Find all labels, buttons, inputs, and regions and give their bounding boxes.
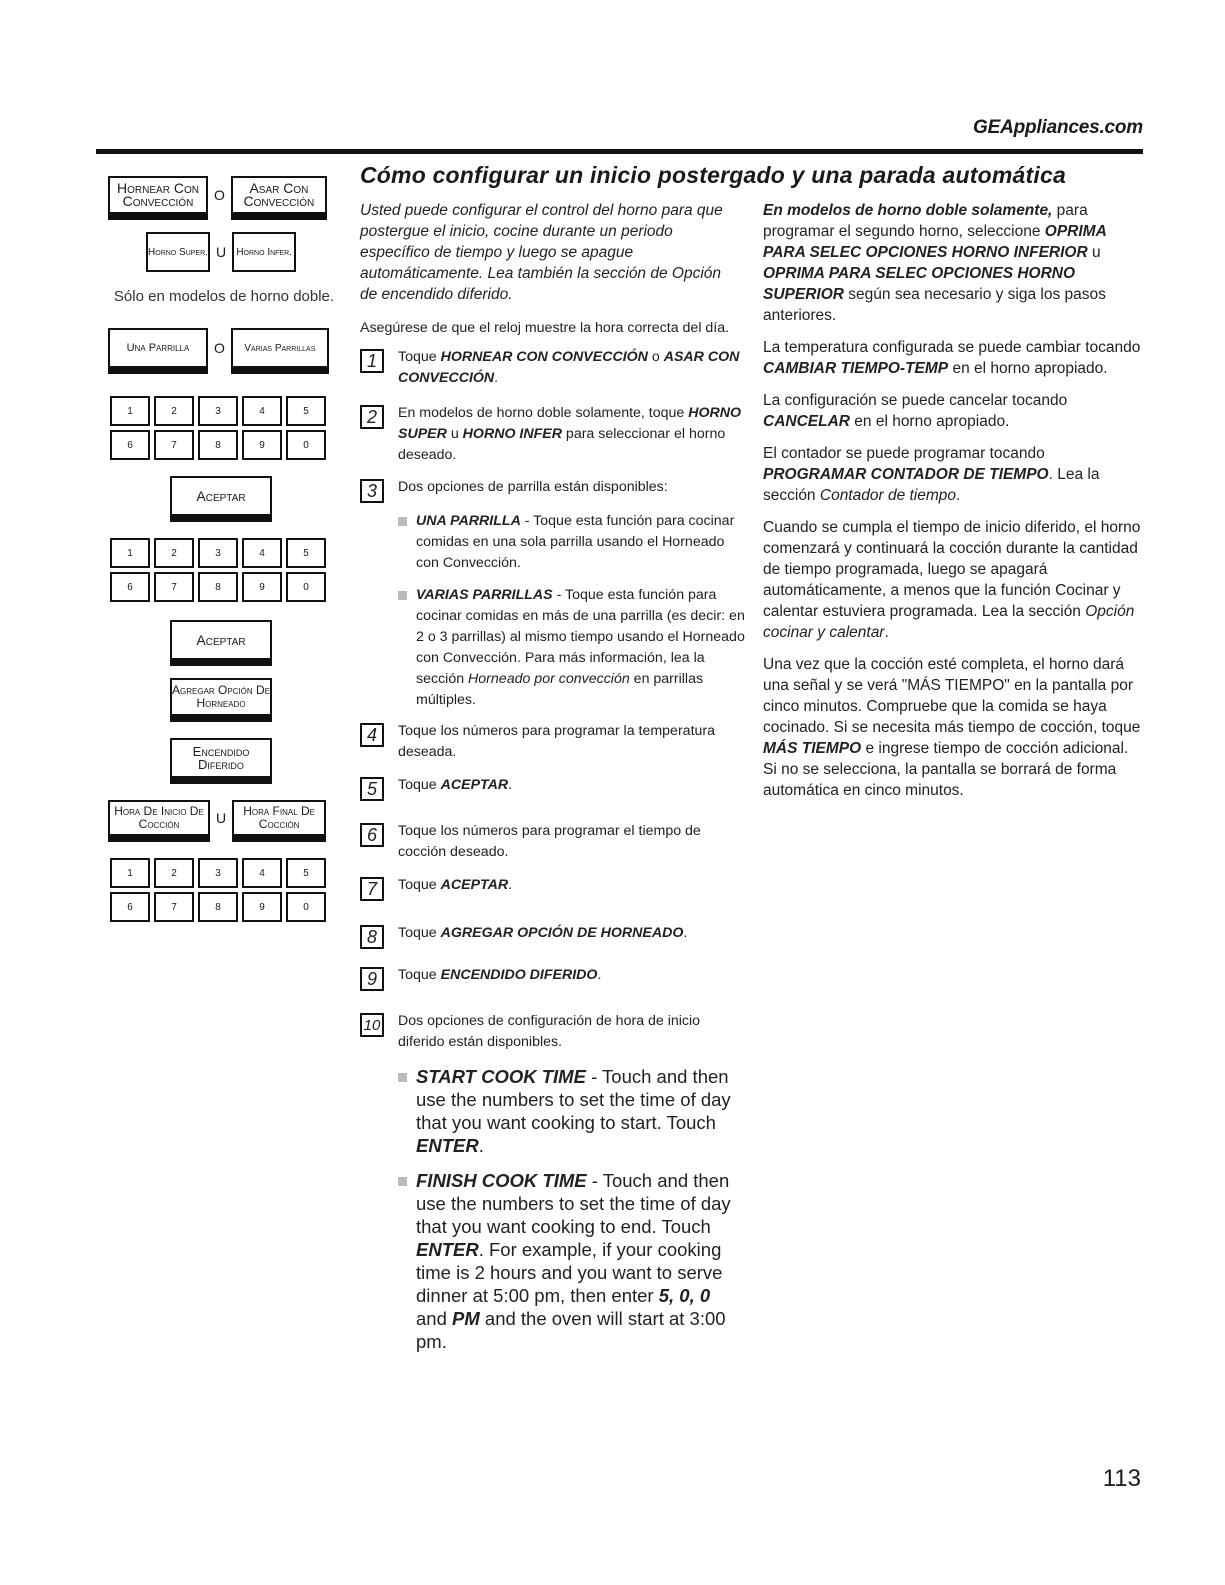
step-number: 7: [360, 877, 384, 901]
step-1: [360, 347, 750, 389]
digit-key: 0: [286, 892, 326, 922]
digit-key: 7: [154, 572, 194, 602]
step-text: Dos opciones de parrilla están disponibles:: [398, 479, 668, 495]
step-number: 9: [360, 967, 384, 991]
double-oven-paragraph: En modelos de horno doble solamente, para programar el segundo horno, seleccione OPRIMA PARA SELEC OPCIONES HORNO INFERIOR u OPRIMA PARA SELEC OPCIONES HORNO SUPERIOR según sea necesario y siga los pasos anteriores.: [763, 202, 1107, 324]
step-5: [360, 775, 750, 801]
digit-key: 5: [286, 538, 326, 568]
step-number: 8: [360, 925, 384, 949]
digit-key: 1: [110, 858, 150, 888]
page-number: 113: [1102, 1465, 1141, 1492]
convection-keys: [108, 176, 327, 214]
add-bake-option-key: Agregar Opción De Horneado: [170, 678, 272, 716]
bullet-finish-cook-time: FINISH COOK TIME - Touch and then use the numbers to set the time of day that you want cooking to end. Touch ENTER. For example, if your cooking time is 2 hours and you want to serve dinner at 5:00 pm, then enter 5, 0, 0 and PM and the oven will start at 3:00 pm.: [398, 1169, 746, 1353]
digit-key: 7: [154, 892, 194, 922]
oven-select-keys: [146, 232, 296, 272]
multi-rack-key: Varias Parrillas: [231, 328, 329, 368]
step-text: En modelos de horno doble solamente, toque HORNO SUPER u HORNO INFER para seleccionar el horno deseado.: [398, 405, 742, 463]
digit-key: 8: [198, 430, 238, 460]
bullet-multi-rack: VARIAS PARRILLAS - Toque esta función para cocinar comidas en más de una parrilla (es decir: en 2 o 3 parrillas) al mismo tiempo usando el Horneado con Convección. Para más información, lea la sección Horneado por convección en parrillas múltiples.: [398, 585, 746, 711]
header-rule: [96, 149, 1143, 154]
right-column: [763, 200, 1143, 812]
double-oven-note: Sólo en modelos de horno doble.: [113, 288, 335, 305]
lower-oven-key: Horno Infer.: [232, 232, 296, 272]
cook-time-keys: [108, 800, 326, 836]
step-text: Dos opciones de configuración de hora de inicio diferido están disponibles.: [398, 1013, 701, 1050]
bullet-icon: [398, 1073, 407, 1082]
complete-paragraph: Una vez que la cocción esté completa, el horno dará una señal y se verá "MÁS TIEMPO" en la pantalla por cinco minutos. Compruebe que la comida se haya cocinado. Si se necesita más tiempo de cocción, toque MÁS TIEMPO e ingrese tiempo de cocción adicional. Si no se selecciona, la pantalla se borrará de forma automática en cinco minutos.: [763, 656, 1141, 799]
digit-key: 1: [110, 396, 150, 426]
digit-key: 2: [154, 538, 194, 568]
site-url: GEAppliances.com: [973, 117, 1143, 138]
or-label: O: [214, 340, 225, 356]
step-10: [360, 1011, 750, 1053]
step-text: Toque los números para programar el tiempo de cocción deseado.: [398, 823, 701, 860]
digit-key: 6: [110, 572, 150, 602]
digit-key: 0: [286, 572, 326, 602]
cancel-paragraph: La configuración se puede cancelar tocando CANCELAR en el horno apropiado.: [763, 392, 1068, 430]
step-text: Toque HORNEAR CON CONVECCIÓN o ASAR CON CONVECCIÓN.: [398, 349, 740, 386]
upper-oven-key: Horno Super.: [146, 232, 210, 272]
digit-key: 7: [154, 430, 194, 460]
step-number: 4: [360, 723, 384, 747]
digit-key: 0: [286, 430, 326, 460]
digit-key: 4: [242, 858, 282, 888]
timer-paragraph: El contador se puede programar tocando PROGRAMAR CONTADOR DE TIEMPO. Lea la sección Contador de tiempo.: [763, 445, 1100, 504]
bullet-one-rack: UNA PARRILLA - Toque esta función para cocinar comidas en una sola parrilla usando el Horneado con Convección.: [398, 511, 746, 574]
step-number: 1: [360, 349, 384, 373]
aceptar-key: Aceptar: [170, 476, 272, 516]
digit-key: 5: [286, 858, 326, 888]
one-rack-key: Una Parrilla: [108, 328, 208, 368]
page-title: Cómo configurar un inicio postergado y una parada automática: [360, 162, 1066, 188]
digit-key: 4: [242, 396, 282, 426]
start-cook-time-key: Hora De Inicio De Cocción: [108, 800, 210, 836]
digit-key: 3: [198, 396, 238, 426]
number-pad-3: [110, 858, 326, 922]
digit-key: 4: [242, 538, 282, 568]
digit-key: 9: [242, 892, 282, 922]
clock-note: Asegúrese de que el reloj muestre la hora correcta del día.: [360, 320, 730, 336]
step-2: [360, 403, 750, 466]
step-number: 6: [360, 823, 384, 847]
step-text: Toque ACEPTAR.: [398, 877, 513, 893]
step-number: 10: [360, 1013, 384, 1037]
digit-key: 5: [286, 396, 326, 426]
step-number: 2: [360, 405, 384, 429]
digit-key: 9: [242, 430, 282, 460]
step-9: [360, 965, 750, 991]
number-pad-2: [110, 538, 326, 602]
bullet-icon: [398, 1177, 407, 1186]
or-label: U: [216, 244, 227, 260]
step-number: 3: [360, 479, 384, 503]
delay-start-paragraph: Cuando se cumpla el tiempo de inicio diferido, el horno comenzará y continuará la cocción durante la cantidad de tiempo programada, luego se apagará automáticamente, a menos que la función Cocinar y calentar estuviera programada. Lea la sección Opción cocinar y calentar.: [763, 519, 1141, 641]
number-pad-1: [110, 396, 326, 460]
step-text: Toque los números para programar la temperatura deseada.: [398, 723, 716, 760]
step-number: 5: [360, 777, 384, 801]
or-label: U: [216, 810, 227, 826]
step-text: Toque ACEPTAR.: [398, 777, 513, 793]
step-text: Toque ENCENDIDO DIFERIDO.: [398, 967, 602, 983]
bake-convection-key: Hornear Con Convección: [108, 176, 208, 214]
broil-convection-key: Asar Con Convección: [231, 176, 327, 214]
bullet-icon: [398, 517, 407, 526]
digit-key: 6: [110, 430, 150, 460]
digit-key: 3: [198, 858, 238, 888]
step-8: [360, 923, 750, 949]
digit-key: 1: [110, 538, 150, 568]
bullet-icon: [398, 591, 407, 600]
digit-key: 8: [198, 572, 238, 602]
delay-start-key: Encendido Diferido: [170, 738, 272, 778]
step-text: Toque AGREGAR OPCIÓN DE HORNEADO.: [398, 925, 688, 941]
digit-key: 9: [242, 572, 282, 602]
step-6: [360, 821, 750, 863]
digit-key: 6: [110, 892, 150, 922]
or-label: O: [214, 187, 225, 203]
step-4: [360, 721, 750, 763]
change-temp-paragraph: La temperatura configurada se puede cambiar tocando CAMBIAR TIEMPO-TEMP en el horno apropiado.: [763, 339, 1141, 377]
finish-cook-time-key: Hora Final De Cocción: [232, 800, 326, 836]
aceptar-key: Aceptar: [170, 620, 272, 660]
digit-key: 3: [198, 538, 238, 568]
digit-key: 2: [154, 396, 194, 426]
digit-key: 8: [198, 892, 238, 922]
step-7: [360, 875, 750, 901]
step-3: [360, 477, 750, 503]
bullet-start-cook-time: START COOK TIME - Touch and then use the numbers to set the time of day that you want cooking to start. Touch ENTER.: [398, 1065, 746, 1157]
digit-key: 2: [154, 858, 194, 888]
rack-keys: [108, 328, 329, 368]
intro-paragraph: Usted puede configurar el control del horno para que postergue el inicio, cocine durante un periodo específico de tiempo y luego se apague automáticamente. Lea también la sección de Opción de encendido diferido.: [360, 202, 723, 303]
